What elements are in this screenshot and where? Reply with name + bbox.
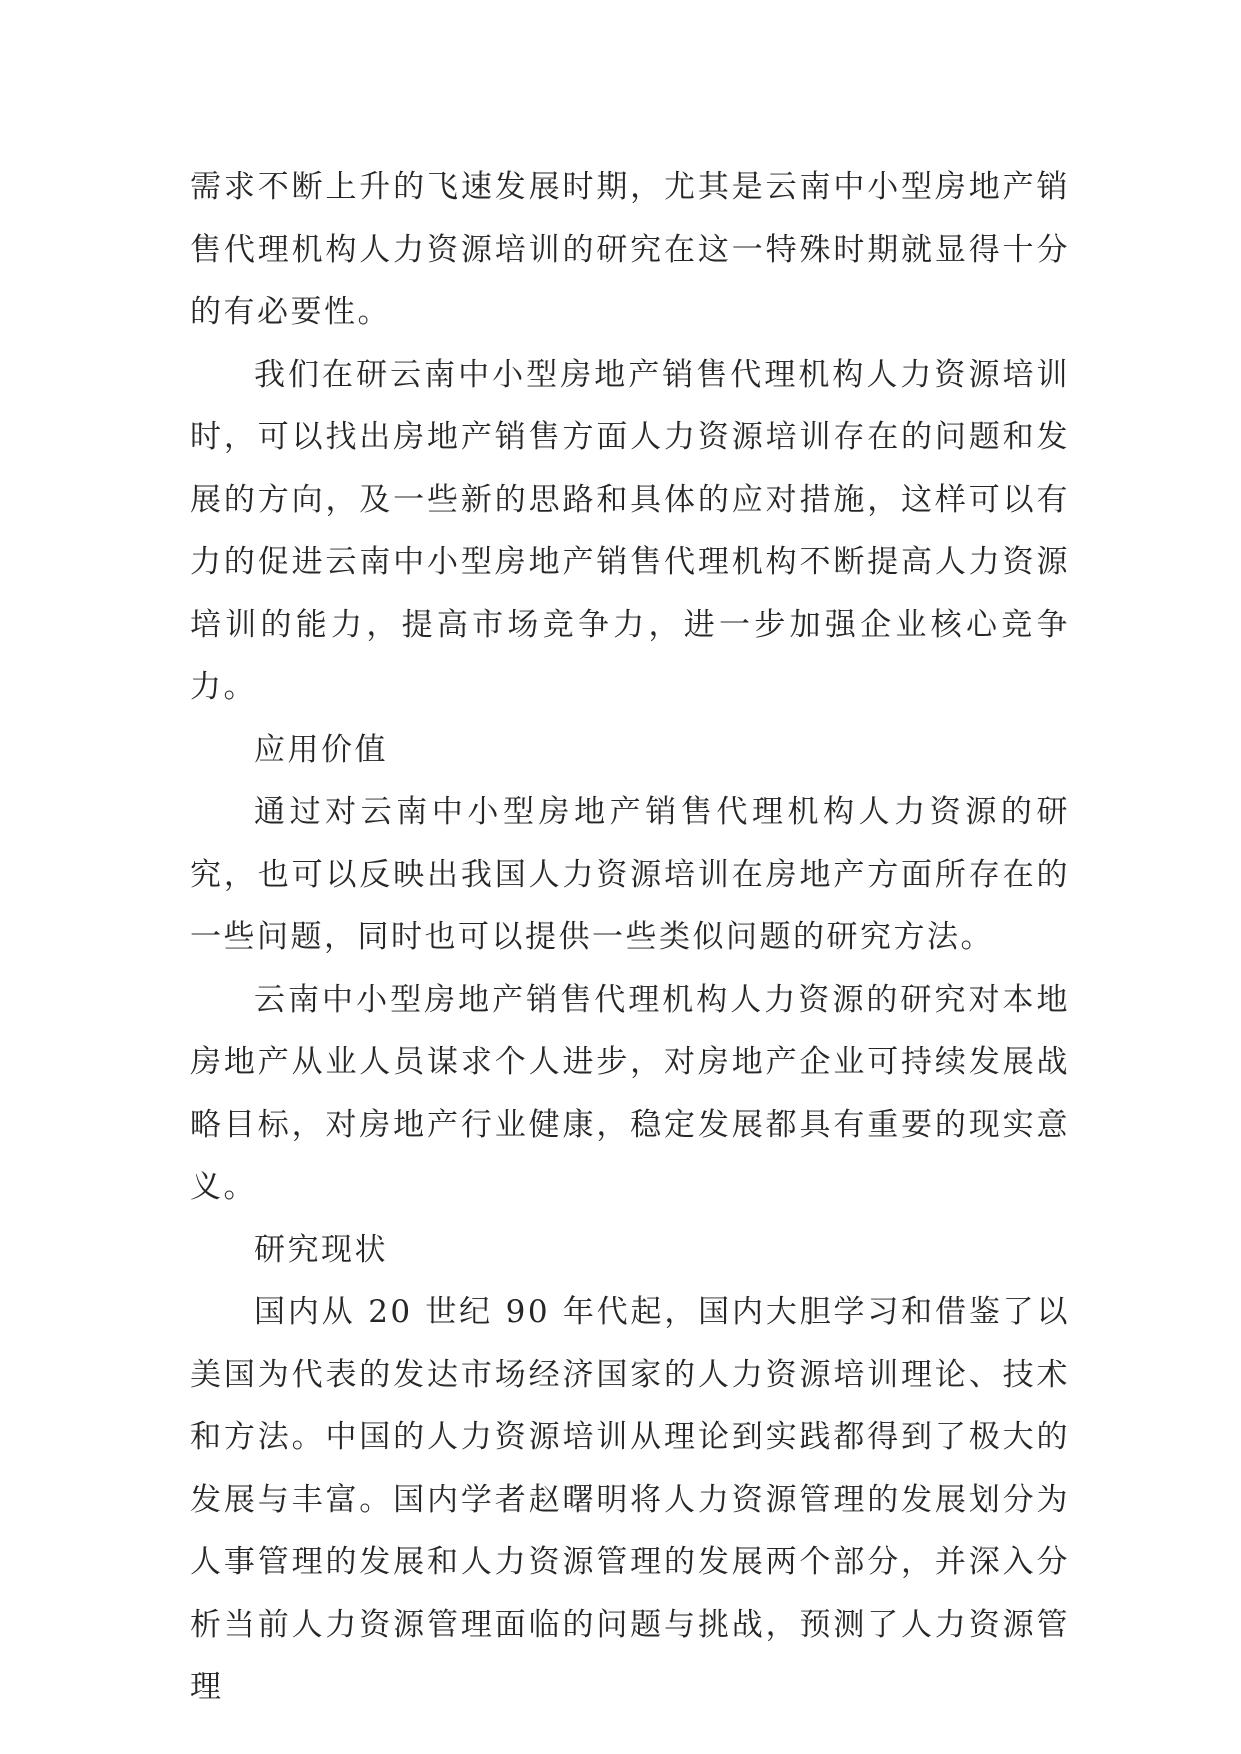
document-body <box>190 156 1070 1719</box>
section-heading-research-status: 研究现状 <box>254 1231 388 1268</box>
paragraph-continuation: 需求不断上升的飞速发展时期，尤其是云南中小型房地产销售代理机构人力资源培训的研究在这一特殊时期就显得十分的有必要性。 <box>190 169 1070 330</box>
paragraph-research-significance: 我们在研云南中小型房地产销售代理机构人力资源培训时，可以找出房地产销售方面人力资源培训存在的问题和发展的方向，及一些新的思路和具体的应对措施，这样可以有力的促进云南中小型房地产销售代理机构不断提高人力资源培训的能力，提高市场竞争力，进一步加强企业核心竞争力。 <box>190 356 1070 705</box>
paragraph-practical-significance: 云南中小型房地产销售代理机构人力资源的研究对本地房地产从业人员谋求个人进步，对房地产企业可持续发展战略目标，对房地产行业健康，稳定发展都具有重要的现实意义。 <box>190 981 1070 1205</box>
section-heading-application-value: 应用价值 <box>254 731 388 768</box>
paragraph-application-value: 通过对云南中小型房地产销售代理机构人力资源的研究，也可以反映出我国人力资源培训在房地产方面所存在的一些问题，同时也可以提供一些类似问题的研究方法。 <box>190 794 1070 955</box>
paragraph-research-status: 国内从 20 世纪 90 年代起，国内大胆学习和借鉴了以美国为代表的发达市场经济国家的人力资源培训理论、技术和方法。中国的人力资源培训从理论到实践都得到了极大的发展与丰富。国内学者赵曙明将人力资源管理的发展划分为人事管理的发展和人力资源管理的发展两个部分，并深入分析当前人力资源管理面临的问题与挑战，预测了人力资源管理 <box>190 1294 1070 1705</box>
